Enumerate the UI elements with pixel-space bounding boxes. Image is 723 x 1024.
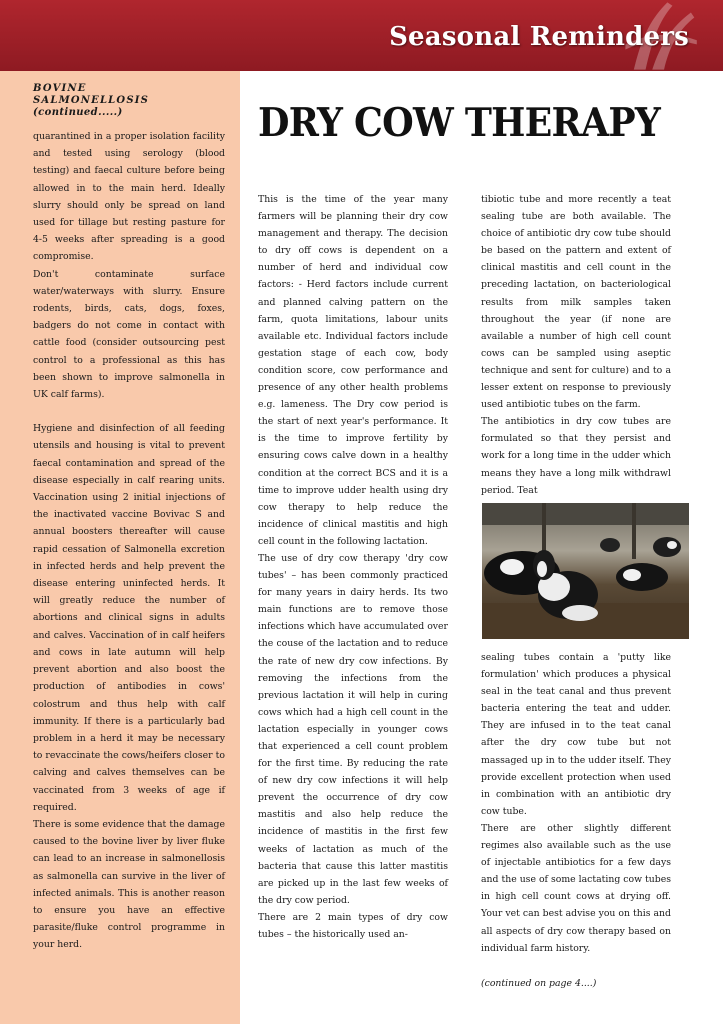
article-paragraph: The use of dry cow therapy 'dry cow tubes' – has been commonly practiced for many years in dairy herds. Its two main functions are to remove those infections which have accumulated over the couse of the lactation and to reduce the rate of new dry cow infections. By removing the infections from the previous lactation it will help in curing cows which had a high cell count in the lactation especially in younger cows that experienced a cell count problem for the first time. By reducing the rate of new dry cow infections it will help prevent the occurrence of dry cow mastitis and also help reduce the incidence of mastitis in the first few weeks of lactation as much of the bacteria that cause this latter mastitis are picked up in the last few weeks of the dry cow period. (258, 552, 448, 906)
sidebar-paragraph: Hygiene and disinfection of all feeding utensils and housing is vital to prevent faecal contamination and spread of the disease especially in calf rearing units. Vaccination using 2 initial injections of the inactivated vaccine Bovivac S and annual boosters thereafter will cause rapid cessation of Salmonella excretion in infected herds and help prevent the disease entering uninfected herds. It will greatly reduce the number of abortions and clinical signs in adults and calves. Vaccination of in calf heifers and cows in late autumn will help prevent abortion and also boost the production of antibodies in cows' colostrum and thus help with calf immunity. If there is a particularly bad problem in a herd it may be necessary to revaccinate the cows/heifers closer to calving and calves themselves can be vaccinated from 3 weeks of age if required. (33, 423, 225, 813)
cows-photo (482, 503, 689, 639)
continued-note: (continued on page 4....) (481, 977, 597, 989)
article-paragraph: tibiotic tube and more recently a teat sealing tube are both available. The choice of antibiotic dry cow tube should be based on the pattern and extent of clinical mastitis and cell count in the preceding lactation, on bacteriological results from milk samples taken throughout the year (if none are available a number of high cell count cows can be sampled using aseptic technique and sent for culture) and to a lesser extent on response to previously used antibiotic tubes on the farm. (481, 194, 671, 411)
sidebar (0, 71, 240, 1024)
sidebar-heading-line-2: SALMONELLOSIS (33, 95, 150, 106)
sidebar-heading-line-1: BOVINE (33, 83, 87, 94)
section-title: Seasonal Reminders (389, 22, 689, 52)
header-banner (0, 0, 723, 71)
article-paragraph: There are 2 main types of dry cow tubes – the historically used an- (258, 911, 448, 941)
article-column-2-bottom (481, 649, 671, 992)
article-column-2-top (481, 191, 671, 499)
sidebar-heading-line-3: (continued.....) (33, 107, 123, 118)
article-column-1 (258, 191, 448, 943)
sidebar-paragraph: There is some evidence that the damage caused to the bovine liver by liver fluke can lead to an increase in salmonellosis as salmonella can survive in the liver of infected animals. This is another reason to ensure you have an effective parasite/fluke control programme in your herd. (33, 818, 225, 951)
article-title: DRY COW THERAPY (258, 100, 661, 146)
sidebar-paragraph: Don't contaminate surface water/waterways with slurry. Ensure rodents, birds, cats, dogs, foxes, badgers do not come in contact with cattle food (consider outsourcing pest control to a professional as this has been shown to improve salmonella in UK calf farms). (33, 268, 225, 401)
article-paragraph: There are other slightly different regimes also available such as the use of injectable antibiotics for a few days and the use of some lactating cow tubes in high cell count cows at drying off. Your vet can best advise you on this and all aspects of dry cow therapy based on individual farm history. (481, 822, 671, 954)
article-paragraph: This is the time of the year many farmers will be planning their dry cow management and therapy. The decision to dry off cows is dependent on a number of herd and individual cow factors: - Herd factors include current and planned calving pattern on the farm, quota limitations, labour units available etc. Individual factors include gestation stage of each cow, body condition score, cow performance and presence of any other health problems e.g. lameness. The Dry cow period is the start of next year's performance. It is the time to improve fertility by ensuring cows calve down in a healthy condition at the correct BCS and it is a time to improve udder health using dry cow therapy to help reduce the incidence of clinical mastitis and high cell count in the following lactation. (258, 194, 448, 547)
article-paragraph: sealing tubes contain a 'putty like formulation' which produces a physical seal in the teat canal and thus prevent bacteria entering the teat and udder. They are infused in to the teat canal after the dry cow tube but not massaged up in to the udder itself. They provide excellent protection when used in combination with an antibiotic dry cow tube. (481, 652, 671, 817)
sidebar-paragraph: quarantined in a proper isolation facility and tested using serology (blood testing) and faecal culture before being allowed in to the main herd. Ideally slurry should only be spread on land used for tillage but resting pasture for 4-5 weeks after spreading is a good compromise. (33, 131, 225, 263)
article-paragraph: The antibiotics in dry cow tubes are formulated so that they persist and work for a long time in the udder which means they have a long milk withdrawl period. Teat (481, 416, 671, 496)
